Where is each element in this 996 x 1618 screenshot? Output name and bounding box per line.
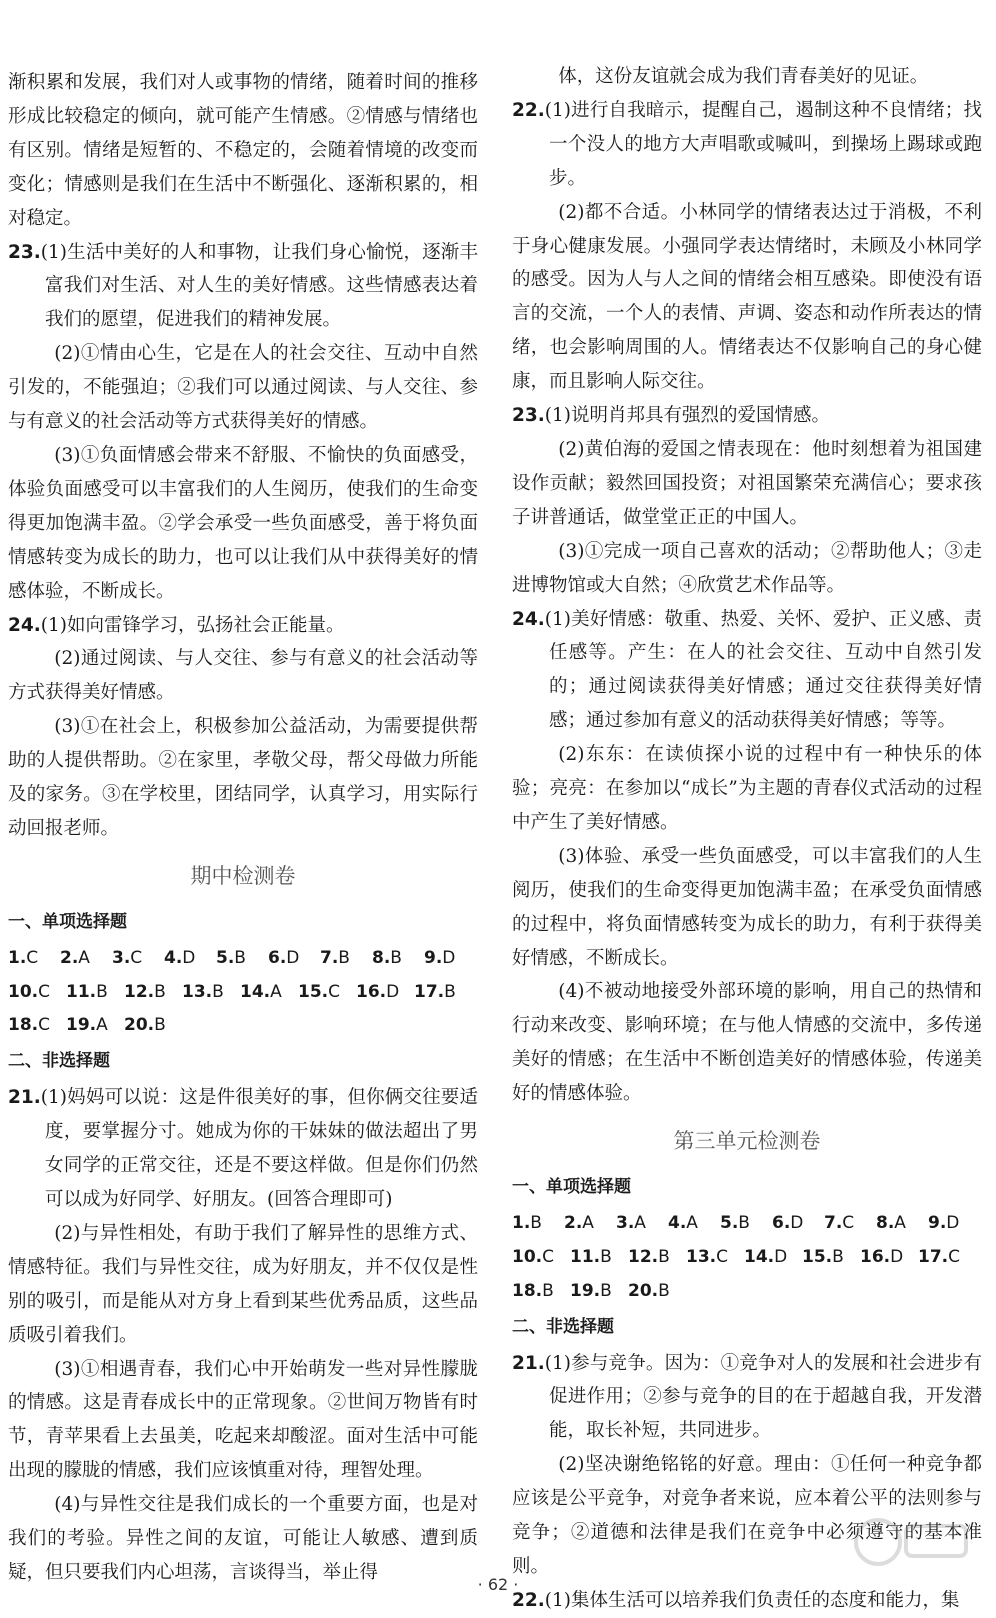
answer-part: (2)黄伯海的爱国之情表现在：他时刻想着为祖国建设作贡献；毅然回国投资；对祖国繁荣充满信心；要求孩子讲普通话，做堂堂正正的中国人。 [512,438,982,528]
answer-choice: D [182,947,196,968]
answer-row [8,942,478,976]
answer-number: 15. [802,1246,833,1267]
answer-item [8,942,60,976]
answer-number: 9. [928,1212,947,1233]
answer-part: (3)①负面情感会带来不舒服、不愉快的负面感受，体验负面感受可以丰富我们的人生阅历，使我们的生命变得更加饱满丰盈。②学会承受一些负面感受，善于将负面情感转变为成长的助力，也可以让我们从中获得美好的情感体验，不断成长。 [8,444,478,602]
answer-number: 13. [686,1246,717,1267]
question-22 [512,94,982,196]
answer-number: 17. [918,1246,949,1267]
question-23 [512,399,982,433]
answer-item [372,942,424,976]
answer-number: 7. [824,1212,843,1233]
answer-number: 9. [424,947,443,968]
continuation-text: 渐积累和发展，我们对人或事物的情绪，随着时间的推移形成比较稳定的倾向，就可能产生情感。②情感与情绪也有区别。情绪是短暂的、不稳定的，会随着情境的改变而变化；情感则是我们在生活中不断强化、逐渐积累的，相对稳定。 [8,72,478,229]
answer-row [512,1275,982,1309]
answer-choice: D [386,981,400,1002]
answer-number: 17. [414,981,445,1002]
answer-choice: B [96,981,108,1002]
left-column [8,66,478,1590]
question-23 [8,236,478,338]
answer-number: 6. [268,947,287,968]
answer-part: (1)集体生活可以培养我们负责任的态度和能力，集 [544,1589,960,1611]
answer-part: (3)①完成一项自己喜欢的活动；②帮助他人；③走进博物馆或大自然；④欣赏艺术作品等。 [512,540,982,596]
right-column [512,60,982,1618]
answer-choice: C [38,1015,50,1036]
answer-number: 20. [628,1280,659,1301]
answer-key [8,942,478,1044]
answer-choice: B [212,981,224,1002]
answer-number: 1. [512,1212,531,1233]
answer-item [8,1009,66,1043]
answer-choice: B [600,1246,612,1267]
answer-item [616,1207,668,1241]
answer-part: (2)坚决谢绝铭铭的好意。理由：①任何一种竞争都应该是公平竞争，对竞争者来说，应本着公平的法则参与竞争；②道德和法律是我们在竞争中必须遵守的基本准则。 [512,1454,982,1577]
answer-choice: A [634,1212,646,1233]
answer-item [216,942,268,976]
answer-row [8,976,478,1010]
answer-number: 5. [216,947,235,968]
answer-item [112,942,164,976]
answer-item [802,1241,860,1275]
answer-part: (3)①在社会上，积极参加公益活动，为需要提供帮助的人提供帮助。②在家里，孝敬父母，帮父母做力所能及的家务。③在学校里，团结同学，认真学习，用实际行动回报老师。 [8,716,478,839]
answer-choice: C [716,1246,728,1267]
answer-part: (4)不被动地接受外部环境的影响，用自己的热情和行动来改变、影响环境；在与他人情感的交流中，多传递美好的情感；在生活中不断创造美好的情感体验，传递美好的情感体验。 [512,981,982,1105]
answer-choice: B [600,1280,612,1301]
question-21 [8,1081,478,1217]
answer-part: (1)说明肖邦具有强烈的爱国情感。 [544,405,830,427]
answer-number: 11. [570,1246,601,1267]
answer-number: 16. [356,981,387,1002]
answer-number: 20. [124,1015,155,1036]
section-heading: 一、单项选择题 [512,1177,631,1197]
answer-choice: B [338,947,350,968]
answer-item [720,1207,772,1241]
answer-part: (1)生活中美好的人和事物，让我们身心愉悦，逐渐丰富我们对生活、对人生的美好情感。这些情感表达着我们的愿望，促进我们的精神发展。 [40,241,478,331]
answer-choice: C [130,947,143,968]
answer-number: 1. [8,947,27,968]
answer-item [512,1241,570,1275]
answer-choice: B [154,1015,166,1036]
answer-item [928,1207,980,1241]
answer-item [66,1009,124,1043]
answer-item [298,976,356,1010]
answer-choice: B [234,947,246,968]
section-title: 期中检测卷 [190,863,296,888]
answer-choice: C [948,1246,960,1267]
answer-key [512,1207,982,1309]
answer-choice: B [658,1246,670,1267]
answer-number: 13. [182,981,213,1002]
answer-item [414,976,472,1010]
answer-choice: C [328,981,340,1002]
answer-item [628,1275,686,1309]
answer-row [512,1241,982,1275]
answer-part: (2)①情由心生，它是在人的社会交往、互动中自然引发的，不能强迫；②我们可以通过阅读、与人交往、参与有意义的社会活动等方式获得美好的情感。 [8,343,478,433]
answer-choice: A [96,1015,108,1036]
answer-choice: A [582,1212,594,1233]
answer-item [124,1009,182,1043]
answer-number: 12. [628,1246,659,1267]
answer-item [628,1241,686,1275]
answer-item [744,1241,802,1275]
answer-choice: A [686,1212,698,1233]
page-number: · 62 · [477,1575,519,1594]
answer-choice: B [530,1212,542,1233]
answer-item [570,1275,628,1309]
answer-number: 19. [570,1280,601,1301]
answer-number: 3. [616,1212,635,1233]
question-number: 22. [512,1589,545,1611]
answer-part: (3)①相遇青春，我们心中开始萌发一些对异性朦胧的情感。这是青春成长中的正常现象。②世间万物皆有时节，青苹果看上去虽美，吃起来却酸涩。面对生活中可能出现的朦胧的情感，我们应该慎重对待，理智处理。 [8,1358,478,1482]
answer-choice: D [890,1246,904,1267]
answer-choice: B [832,1246,844,1267]
answer-number: 15. [298,981,329,1002]
answer-item [182,976,240,1010]
question-21 [512,1347,982,1449]
question-number: 21. [512,1352,545,1374]
answer-number: 8. [372,947,391,968]
answer-number: 5. [720,1212,739,1233]
answer-item [564,1207,616,1241]
answer-part: (2)通过阅读、与人交往、参与有意义的社会活动等方式获得美好情感。 [8,648,478,704]
answer-part: (1)美好情感：敬重、热爱、关怀、爱护、正义感、责任感等。产生：在人的社会交往、互动中自然引发的；通过阅读获得美好情感；通过交往获得美好情感；通过参加有意义的活动获得美好情感；等等。 [544,608,982,732]
answer-item [570,1241,628,1275]
question-number: 24. [8,614,41,636]
question-24 [8,609,478,643]
answer-choice: C [842,1212,855,1233]
answer-choice: B [154,981,166,1002]
answer-number: 4. [668,1212,687,1233]
answer-choice: C [38,981,50,1002]
answer-number: 14. [240,981,271,1002]
answer-part: (2)都不合适。小林同学的情绪表达过于消极，不利于身心健康发展。小强同学表达情绪时，未顾及小林同学的感受。因为人与人之间的情绪会相互感染。即使没有语言的交流，一个人的表情、声调、姿态和动作所表达的情绪，也会影响周围的人。情绪表达不仅影响自己的身心健康，而且影响人际交往。 [512,201,982,393]
answer-item [512,1275,570,1309]
answer-item [686,1241,744,1275]
question-number: 22. [512,99,545,121]
question-number: 23. [8,241,41,263]
question-24 [512,603,982,739]
answer-choice: D [946,1212,960,1233]
answer-number: 10. [8,981,39,1002]
answer-number: 6. [772,1212,791,1233]
answer-part: (2)东东：在读侦探小说的过程中有一种快乐的体验；亮亮：在参加以“成长”为主题的青春仪式活动的过程中产生了美好情感。 [512,744,982,833]
answer-number: 2. [60,947,79,968]
answer-part: (4)与异性交往是我们成长的一个重要方面，也是对我们的考验。异性之间的友谊，可能让人敏感、遭到质疑，但只要我们内心坦荡，言谈得当，举止得 [8,1494,478,1583]
answer-item [240,976,298,1010]
section-heading: 一、单项选择题 [8,911,127,932]
answer-number: 4. [164,947,183,968]
answer-item [668,1207,720,1241]
answer-choice: B [658,1280,670,1301]
answer-item [824,1207,876,1241]
answer-choice: A [270,981,282,1002]
answer-number: 18. [8,1015,39,1036]
answer-number: 7. [320,947,339,968]
answer-item [8,976,66,1010]
answer-choice: A [78,947,90,968]
answer-number: 14. [744,1246,775,1267]
answer-item [876,1207,928,1241]
continuation-text: 体，这份友谊就会成为我们青春美好的见证。 [558,66,929,87]
answer-number: 3. [112,947,131,968]
answer-number: 16. [860,1246,891,1267]
answer-item [356,976,414,1010]
section-title: 第三单元检测卷 [673,1129,821,1154]
answer-item [60,942,112,976]
answer-choice: D [774,1246,788,1267]
question-number: 23. [512,405,545,427]
answer-item [164,942,216,976]
answer-item [268,942,320,976]
answer-item [424,942,476,976]
answer-number: 11. [66,981,97,1002]
question-number: 24. [512,608,545,630]
answer-part: (1)参与竞争。因为：①竞争对人的发展和社会进步有促进作用；②参与竞争的目的在于超越自我，开发潜能，取长补短，共同进步。 [544,1352,982,1442]
watermark-logo-icon [848,1512,978,1582]
answer-part: (1)妈妈可以说：这是件很美好的事，但你俩交往要适度，要掌握分寸。她成为你的干妹妹的做法超出了男女同学的正常交往，还是不要这样做。但是你们仍然可以成为好同学、好朋友。(回答合理即可) [40,1087,478,1210]
answer-number: 12. [124,981,155,1002]
answer-choice: B [542,1280,554,1301]
answer-number: 19. [66,1015,97,1036]
answer-choice: A [894,1212,906,1233]
answer-part: (2)与异性相处，有助于我们了解异性的思维方式、情感特征。我们与异性交往，成为好朋友，并不仅仅是性别的吸引，而是能从对方身上看到某些优秀品质，这些品质吸引着我们。 [8,1222,478,1346]
answer-item [124,976,182,1010]
section-heading: 二、非选择题 [512,1316,614,1337]
answer-choice: D [286,947,300,968]
answer-item [320,942,372,976]
answer-choice: B [390,947,402,968]
answer-item [860,1241,918,1275]
answer-number: 10. [512,1246,543,1267]
answer-number: 2. [564,1212,583,1233]
answer-row [8,1009,478,1043]
answer-choice: C [542,1246,554,1267]
answer-number: 18. [512,1280,543,1301]
answer-part: (3)体验、承受一些负面感受，可以丰富我们的人生阅历，使我们的生命变得更加饱满丰盈；在承受负面情感的过程中，将负面情感转变为成长的助力，有利于获得美好情感，不断成长。 [512,845,982,969]
answer-choice: B [738,1212,750,1233]
answer-item [772,1207,824,1241]
question-number: 21. [8,1087,41,1109]
answer-choice: D [790,1212,804,1233]
answer-choice: B [444,981,456,1002]
answer-choice: C [26,947,39,968]
answer-item [66,976,124,1010]
answer-part: (1)进行自我暗示，提醒自己，遏制这种不良情绪；找一个没人的地方大声唱歌或喊叫，到操场上踢球或跑步。 [544,99,982,189]
answer-part: (1)如向雷锋学习，弘扬社会正能量。 [40,614,345,636]
answer-item [918,1241,976,1275]
section-heading: 二、非选择题 [8,1051,110,1072]
answer-number: 8. [876,1212,895,1233]
answer-item [512,1207,564,1241]
answer-choice: D [442,947,456,968]
answer-row [512,1207,982,1241]
